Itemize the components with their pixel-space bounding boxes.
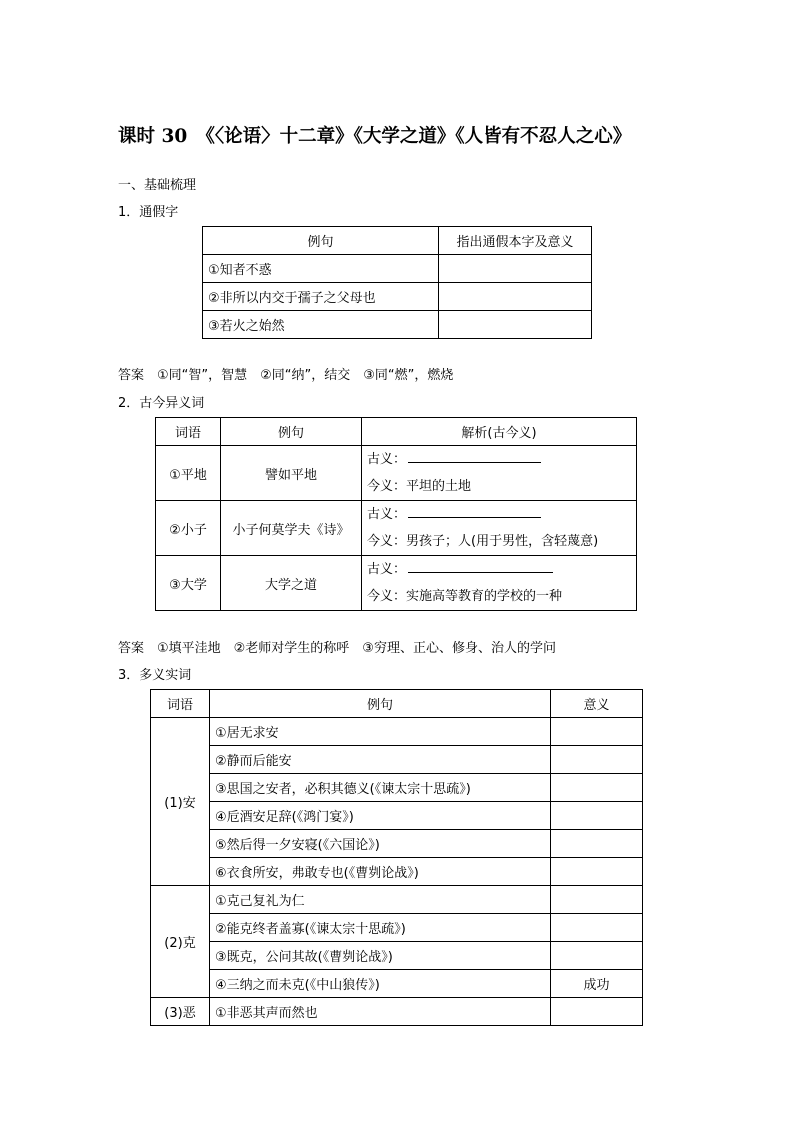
answer-cell <box>439 311 592 339</box>
tongjia-table <box>202 226 592 339</box>
table-cell: ③大学 <box>156 556 221 611</box>
table-cell: 大学之道 <box>221 556 362 611</box>
table-cell: ④卮酒安足辞(《鸿门宴》) <box>210 802 551 830</box>
new-meaning: 今义：平坦的土地 <box>367 479 472 494</box>
table-cell: ①非恶其声而然也 <box>210 998 551 1026</box>
table-header: 例句 <box>221 418 362 446</box>
meaning-cell <box>551 998 643 1026</box>
q3-heading: 3．多义实词 <box>118 668 192 683</box>
q2-heading: 2．古今异义词 <box>118 396 205 411</box>
answer-cell <box>439 255 592 283</box>
q2-answer: 答案 ①填平洼地 ②老师对学生的称呼 ③穷理、正心、修身、治人的学问 <box>118 641 556 656</box>
table-header: 例句 <box>203 227 439 255</box>
fill-blank[interactable] <box>408 560 553 573</box>
table-header: 指出通假本字及意义 <box>439 227 592 255</box>
fill-blank[interactable] <box>408 505 541 518</box>
meaning-cell <box>551 942 643 970</box>
table-header: 词语 <box>156 418 221 446</box>
word-cell: (2)克 <box>151 886 210 998</box>
table-cell: ④三纳之而未克(《中山狼传》) <box>210 970 551 998</box>
meaning-cell <box>551 802 643 830</box>
analysis-cell <box>362 501 637 556</box>
word-cell: (3)恶 <box>151 998 210 1026</box>
table-cell: ①平地 <box>156 446 221 501</box>
section-heading-basics: 一、基础梳理 <box>118 178 197 193</box>
q1-answer: 答案 ①同“智”，智慧 ②同“纳”，结交 ③同“燃”，燃烧 <box>118 368 454 383</box>
table-cell: ⑤然后得一夕安寝(《六国论》) <box>210 830 551 858</box>
table-cell: ⑥衣食所安，弗敢专也(《曹刿论战》) <box>210 858 551 886</box>
old-meaning-label: 古义： <box>367 562 407 577</box>
new-meaning: 今义：男孩子；人(用于男性，含轻蔑意) <box>367 534 599 549</box>
table-header: 词语 <box>151 690 210 718</box>
old-meaning-label: 古义： <box>367 507 407 522</box>
meaning-cell <box>551 774 643 802</box>
meaning-cell <box>551 746 643 774</box>
analysis-cell <box>362 446 637 501</box>
table-cell: ②静而后能安 <box>210 746 551 774</box>
table-cell: ③若火之始然 <box>203 311 439 339</box>
old-meaning-label: 古义： <box>367 452 407 467</box>
table-cell: ③既克，公问其故(《曹刿论战》) <box>210 942 551 970</box>
meaning-cell <box>551 858 643 886</box>
new-meaning: 今义：实施高等教育的学校的一种 <box>367 589 563 604</box>
table-cell: ①克己复礼为仁 <box>210 886 551 914</box>
page-title: 课时 30 《〈论语〉十二章》《大学之道》《人皆有不忍人之心》 <box>118 126 632 147</box>
table-cell: ②小子 <box>156 501 221 556</box>
q1-heading: 1．通假字 <box>118 205 179 220</box>
table-cell: 譬如平地 <box>221 446 362 501</box>
table-cell: ②能克终者盖寡(《谏太宗十思疏》) <box>210 914 551 942</box>
analysis-cell <box>362 556 637 611</box>
duoyi-table <box>150 689 643 1026</box>
table-cell: ①居无求安 <box>210 718 551 746</box>
meaning-cell <box>551 886 643 914</box>
table-cell: ③思国之安者，必积其德义(《谏太宗十思疏》) <box>210 774 551 802</box>
word-cell: (1)安 <box>151 718 210 886</box>
table-header: 解析(古今义) <box>362 418 637 446</box>
fill-blank[interactable] <box>408 450 541 463</box>
meaning-cell <box>551 914 643 942</box>
table-header: 例句 <box>210 690 551 718</box>
meaning-cell <box>551 718 643 746</box>
table-header: 意义 <box>551 690 643 718</box>
meaning-cell: 成功 <box>551 970 643 998</box>
answer-cell <box>439 283 592 311</box>
table-cell: ①知者不惑 <box>203 255 439 283</box>
gujin-table <box>155 417 637 611</box>
meaning-cell <box>551 830 643 858</box>
table-cell: ②非所以内交于孺子之父母也 <box>203 283 439 311</box>
table-cell: 小子何莫学夫《诗》 <box>221 501 362 556</box>
